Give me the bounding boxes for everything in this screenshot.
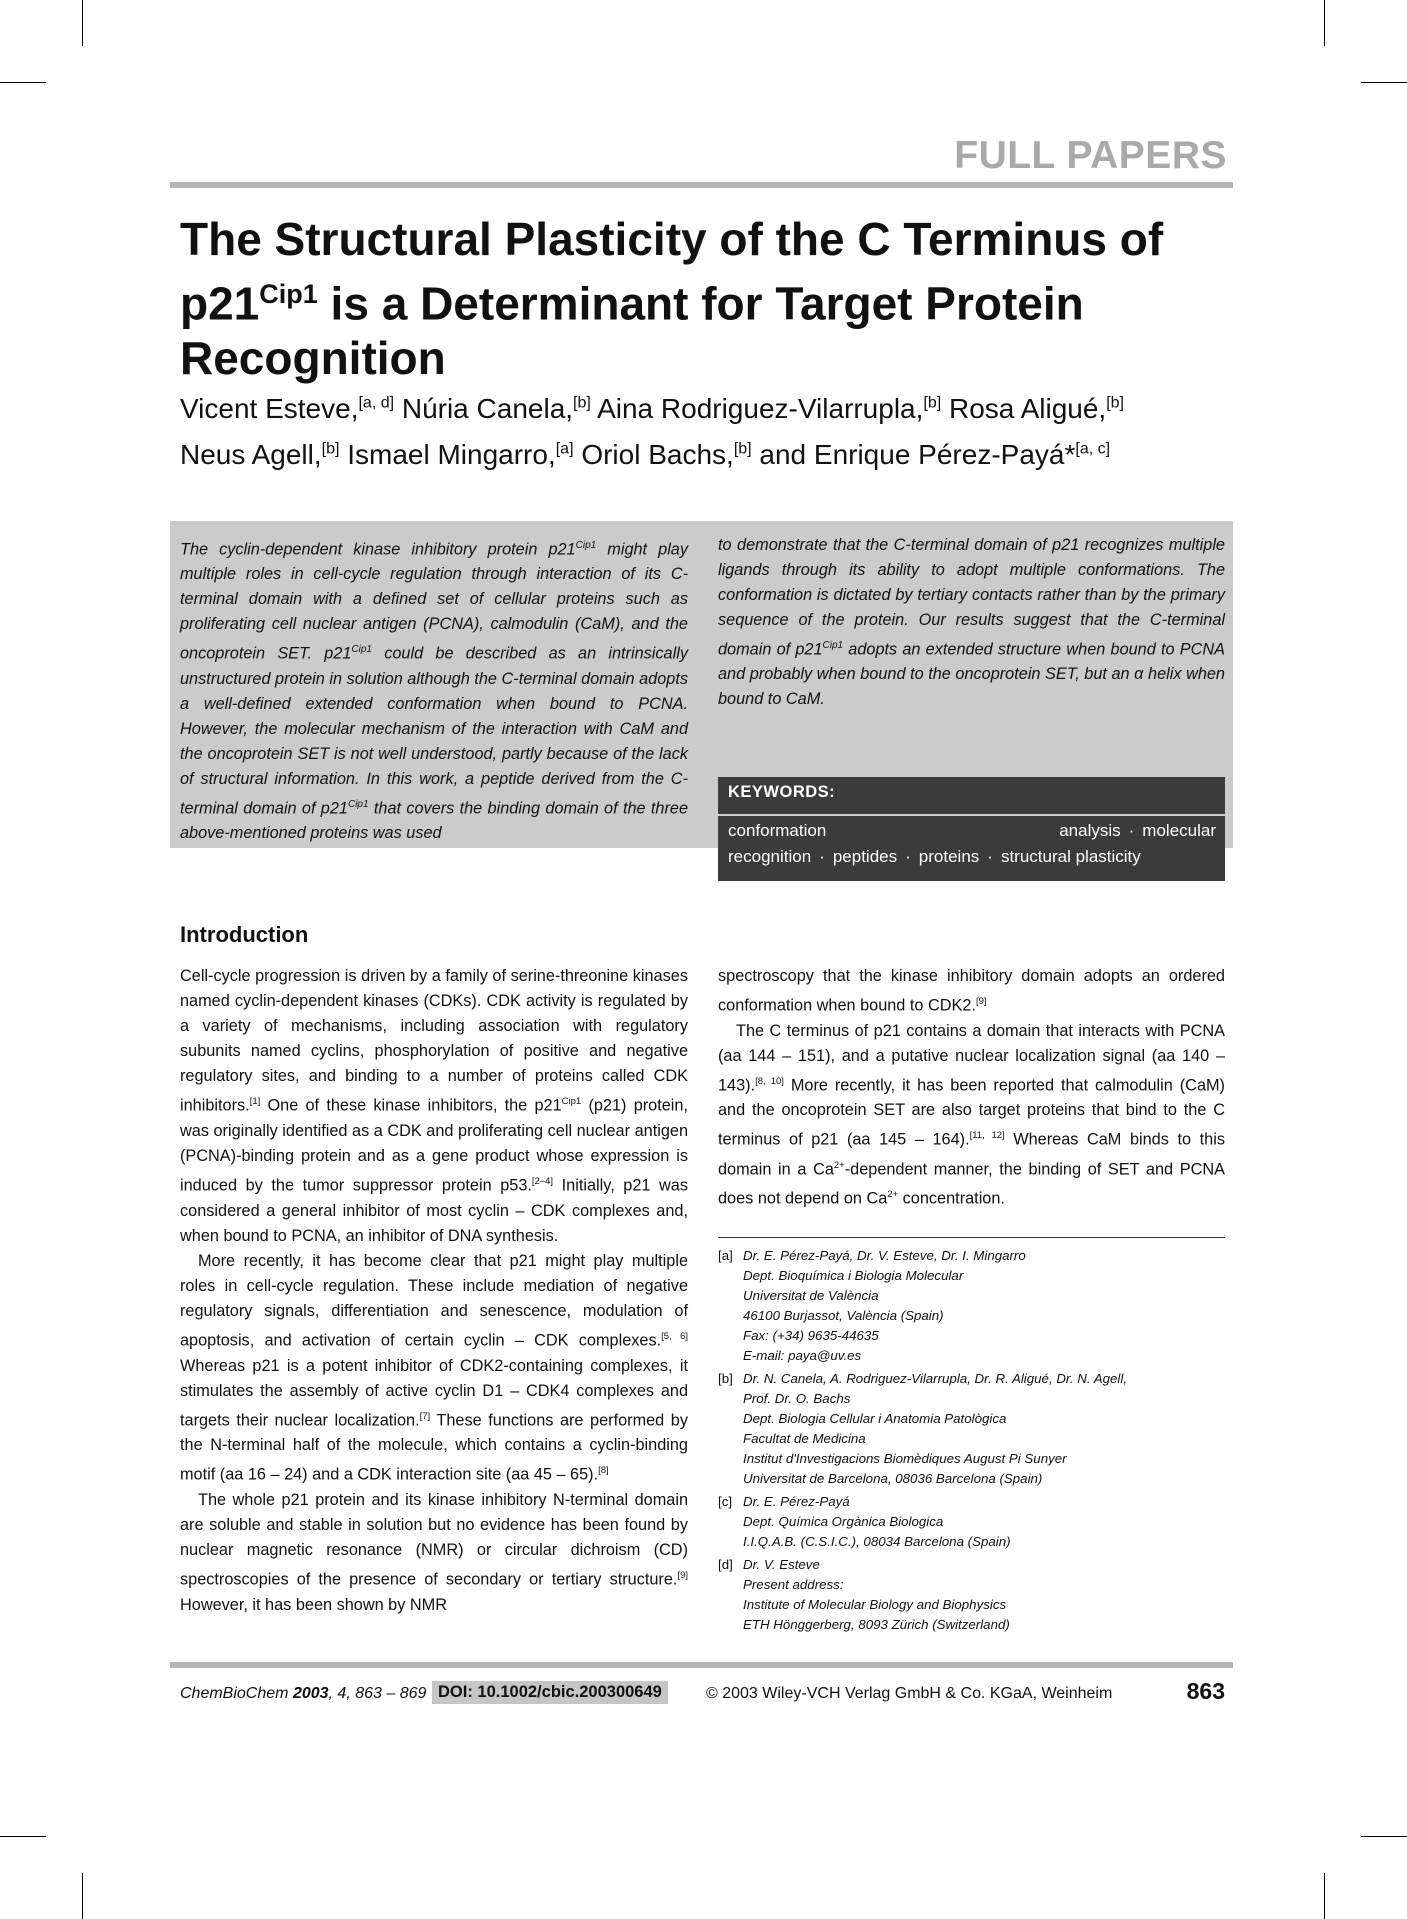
crop-mark: [1361, 82, 1407, 83]
affiliation: [a] Dr. E. Pérez-Payá, Dr. V. Esteve, Dr. I. Mingarro Dept. Bioquímica i Biologia Molecular Universitat de València 46100 Burjassot, València (Spain) Fax: (+34) 9635-44635 E-mail: paya@uv.es: [718, 1248, 1026, 1363]
author: Núria Canela,[b]: [401, 393, 591, 425]
keyword: conformation analysis: [728, 821, 1121, 840]
title-line-2: $p21^{Cip1}$ is a Determinant for Target Protein: [180, 277, 1084, 330]
affiliation: [c] Dr. E. Pérez-Payá Dept. Química Orgànica Biologica I.I.Q.A.B. (C.S.I.C.), 08034 Barcelona (Spain): [718, 1494, 1011, 1549]
author: Oriol Bachs,[b]: [581, 438, 752, 470]
author: Ismael Mingarro,[a]: [347, 438, 574, 470]
keyword-separator: ·: [1128, 821, 1135, 840]
introduction-heading: Introduction: [180, 922, 309, 947]
keywords-rule: [718, 814, 1225, 816]
abstract-left-column: The cyclin-dependent kinase inhibitory protein $p21^{Cip1}$ might play multiple roles in cell-cycle regulation through interaction of its C-terminal domain with a defined set of cellular proteins such as proliferating cell nuclear antigen (PCNA), calmodulin (CaM), and the oncoprotein SET. $p21^{Cip1}$ could be described as an intrinsically unstructured protein in solution although the C-terminal domain adopts a well-defined extended conformation when bound to PCNA. However, the molecular mechanism of the interaction with CaM and the oncoprotein SET is not well understood, partly because of the lack of structural information. In this work, a peptide derived from the C-terminal domain of $p21^{Cip1}$ that covers the binding domain of the three above-mentioned proteins was used: [180, 540, 689, 843]
affiliations: [718, 1246, 1225, 1638]
keywords-heading: KEYWORDS:: [728, 783, 836, 801]
author: Neus Agell,[b]: [180, 438, 340, 470]
crop-mark: [0, 1836, 46, 1837]
bottom-rule: [170, 1662, 1233, 1668]
affiliation: [d] Dr. V. Esteve Present address: Institute of Molecular Biology and Biophysics ETH Hönggerberg, 8093 Zürich (Switzerland): [718, 1557, 1010, 1632]
crop-mark: [1361, 1836, 1407, 1837]
copyright: © 2003 Wiley-VCH Verlag GmbH & Co. KGaA, Weinheim: [706, 1685, 1113, 1702]
author: Rosa Aligué,[b]: [948, 393, 1124, 425]
keywords-list: [728, 818, 1216, 870]
author: Vicent Esteve,[a, d]: [180, 393, 395, 425]
affiliations-rule: [718, 1237, 1225, 1238]
journal-citation: ChemBioChem 2003, 4, 863 – 869: [180, 1685, 427, 1702]
body-right-column: [718, 964, 1225, 1212]
author: and Enrique Pérez-Payá*[a, c]: [759, 438, 1111, 470]
keyword-separator: ·: [987, 847, 993, 866]
author-line-2: [180, 429, 1240, 474]
paragraph: The whole p21 protein and its kinase inhibitory N-terminal domain are soluble and stable in solution but no evidence has been found by nuclear magnetic resonance (NMR) or circular dichroism (CD) spectroscopies of the presence of secondary or tertiary structure.[9] However, it has been shown by NMR: [180, 1490, 688, 1614]
keyword: proteins: [918, 847, 980, 866]
crop-mark: [1324, 1873, 1325, 1919]
title-line-3: Recognition: [180, 332, 446, 385]
title-line-1: The Structural Plasticity of the C Terminus of: [180, 213, 1164, 265]
keyword: peptides: [832, 847, 898, 866]
doi-link[interactable]: DOI: 10.1002/cbic.200300649: [432, 1681, 668, 1704]
crop-mark: [82, 0, 83, 46]
crop-mark: [1324, 0, 1325, 46]
author-list: [180, 384, 1240, 475]
top-rule: [170, 182, 1233, 188]
keyword: structural plasticity: [1000, 847, 1141, 866]
affiliation: [b] Dr. N. Canela, A. Rodriguez-Vilarrupla, Dr. R. Aligué, Dr. N. Agell, Prof. Dr. O. Bachs Dept. Biologia Cellular i Anatomia Patològica Facultat de Medicina Institut d'Investigacions Biomèdiques August Pi Sunyer Universitat de Barcelona, 08036 Barcelona (Spain): [718, 1371, 1128, 1486]
author: Aina Rodriguez-Vilarrupla,[b]: [597, 393, 942, 425]
author-line-1: [180, 384, 1240, 429]
keyword: molecular recognition: [728, 821, 1216, 866]
paragraph: Cell-cycle progression is driven by a family of serine-threonine kinases named cyclin-dependent kinases (CDKs). CDK activity is regulated by a variety of mechanisms, including association with regulatory subunits named cyclins, phosphorylation of positive and negative regulatory sites, and binding to a number of proteins called CDK inhibitors.[1] One of these kinase inhibitors, the $p21^{Cip1}$ (p21) protein, was originally identified as a CDK and proliferating cell nuclear antigen (PCNA)-binding protein and as a gene product whose expression is induced by the tumor suppressor protein p53.[2–4] Initially, p21 was considered a general inhibitor of most cyclin – CDK complexes and, when bound to PCNA, an inhibitor of DNA synthesis.: [180, 967, 688, 1245]
keywords-box: [718, 777, 1225, 881]
article-title: [180, 212, 1240, 386]
keyword-separator: ·: [905, 847, 911, 866]
crop-mark: [82, 1873, 83, 1919]
page-footer: [180, 1678, 1225, 1708]
crop-mark: [0, 82, 46, 83]
abstract-right-column: to demonstrate that the C-terminal domain of p21 recognizes multiple ligands through its ability to adopt multiple conformations. The conformation is dictated by tertiary contacts rather than by the primary sequence of the protein. Our results suggest that the C-terminal domain of $p21^{Cip1}$ adopts an extended structure when bound to PCNA and probably when bound to the oncoprotein SET, but an α helix when bound to CaM.: [718, 536, 1225, 709]
body-left-column: [180, 964, 688, 1618]
page-number: 863: [1186, 1678, 1225, 1704]
paragraph-continued: spectroscopy that the kinase inhibitory domain adopts an ordered conformation when bound to CDK2.[9]: [718, 967, 1225, 1015]
section-label: FULL PAPERS: [954, 134, 1227, 177]
paragraph: The C terminus of p21 contains a domain that interacts with PCNA (aa 144 – 151), and a putative nuclear localization signal (aa 140 – 143).[8, 10] More recently, it has been reported that calmodulin (CaM) and the oncoprotein SET are also target proteins that bind to the C terminus of p21 (aa 145 – 164).[11, 12] Whereas CaM binds to this domain in a $Ca^{2+}$-dependent manner, the binding of SET and PCNA does not depend on $Ca^{2+}$ concentration.: [718, 1021, 1225, 1208]
keyword-separator: ·: [819, 847, 825, 866]
paragraph: More recently, it has become clear that p21 might play multiple roles in cell-cycle regulation. These include mediation of negative regulatory signals, differentiation and senescence, modulation of apoptosis, and activation of certain cyclin – CDK complexes.[5, 6] Whereas p21 is a potent inhibitor of CDK2-containing complexes, it stimulates the assembly of active cyclin D1 – CDK4 complexes and targets their nuclear localization.[7] These functions are performed by the N-terminal half of the molecule, which contains a cyclin-binding motif (aa 16 – 24) and a CDK interaction site (aa 45 – 65).[8]: [180, 1251, 688, 1484]
